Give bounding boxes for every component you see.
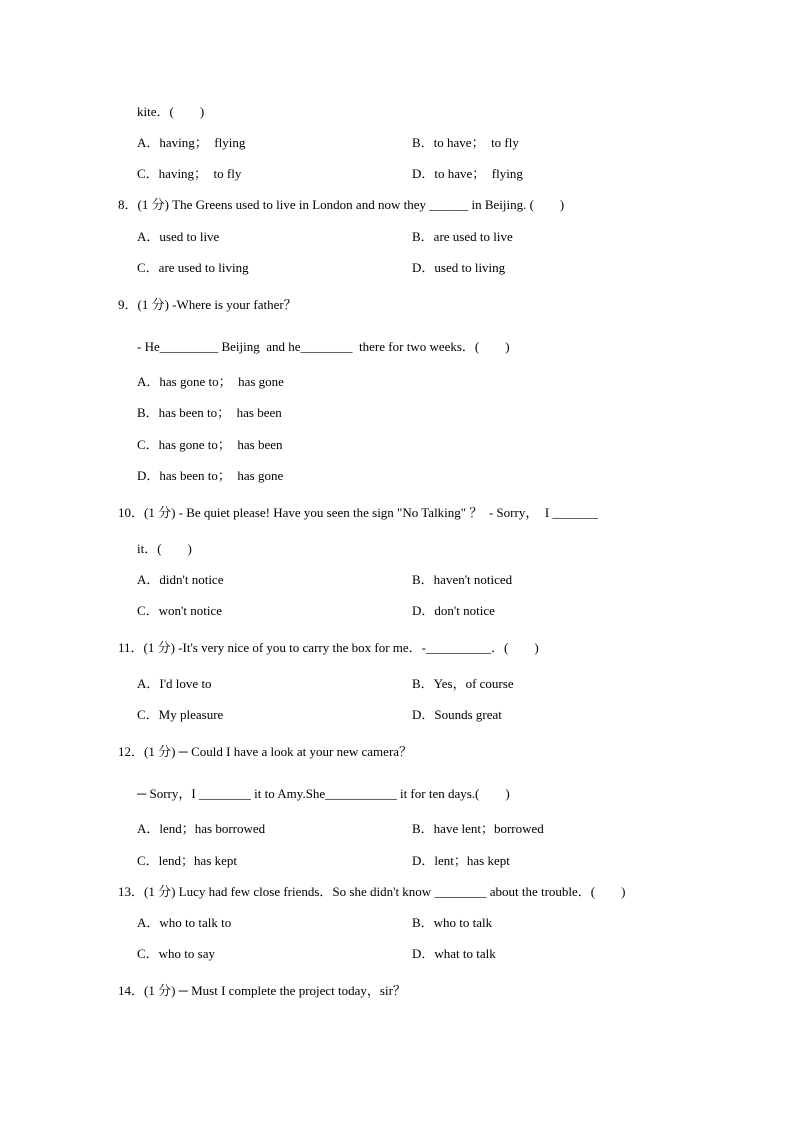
question-8-stem: 8．(1 分) The Greens used to live in London and now they ______ in Beijing. ( ) <box>118 197 565 212</box>
option-a: A．used to live <box>137 229 220 244</box>
option-b: B．haven't noticed <box>412 572 513 587</box>
option-d: D．Sounds great <box>412 707 502 722</box>
question-10-stem-line-2: it．( ) <box>137 541 192 556</box>
question-12-stem-line-2: ─ Sorry，I ________ it to Amy.She___________ it for ten days.( ) <box>137 786 510 801</box>
question-12-stem: 12．(1 分) ─ Could I have a look at your new camera？ <box>118 744 413 759</box>
option-a: A．lend；has borrowed <box>137 821 266 836</box>
option-a: A．having； flying <box>137 135 246 150</box>
option-b: B．who to talk <box>412 915 493 930</box>
option-c: C．My pleasure <box>137 707 224 722</box>
option-c: C．has gone to； has been <box>137 437 283 452</box>
option-c: C．who to say <box>137 946 216 961</box>
option-a: A．who to talk to <box>137 915 232 930</box>
option-b: B．has been to； has been <box>137 405 282 420</box>
option-d: D．lent；has kept <box>412 853 510 868</box>
option-c: C．lend；has kept <box>137 853 238 868</box>
question-11-stem: 11．(1 分) -It's very nice of you to carry the box for me．-__________．( ) <box>118 640 539 655</box>
option-d: D．what to talk <box>412 946 496 961</box>
question-13-stem: 13．(1 分) Lucy had few close friends．So she didn't know ________ about the trouble．( ) <box>118 884 626 899</box>
option-a: A．has gone to； has gone <box>137 374 284 389</box>
question-14-stem: 14．(1 分) ─ Must I complete the project today，sir？ <box>118 983 406 998</box>
question-10-stem: 10．(1 分) - Be quiet please! Have you seen the sign "No Talking" ？ - Sorry， I _______ <box>118 505 598 520</box>
question-7-continuation: kite．( ) <box>137 104 205 119</box>
option-c: C．won't notice <box>137 603 223 618</box>
option-b: B．to have； to fly <box>412 135 519 150</box>
option-b: B．have lent；borrowed <box>412 821 544 836</box>
option-d: D．has been to； has gone <box>137 468 284 483</box>
option-a: A．didn't notice <box>137 572 224 587</box>
option-b: B．are used to live <box>412 229 513 244</box>
option-b: B．Yes，of course <box>412 676 514 691</box>
option-d: D．to have； flying <box>412 166 523 181</box>
option-d: D．used to living <box>412 260 506 275</box>
option-d: D．don't notice <box>412 603 495 618</box>
question-9-stem: 9．(1 分) -Where is your father？ <box>118 297 297 312</box>
option-c: C．having； to fly <box>137 166 242 181</box>
option-a: A．I'd love to <box>137 676 212 691</box>
question-9-stem-line-2: - He_________ Beijing and he________ there for two weeks．( ) <box>137 339 510 354</box>
option-c: C．are used to living <box>137 260 249 275</box>
